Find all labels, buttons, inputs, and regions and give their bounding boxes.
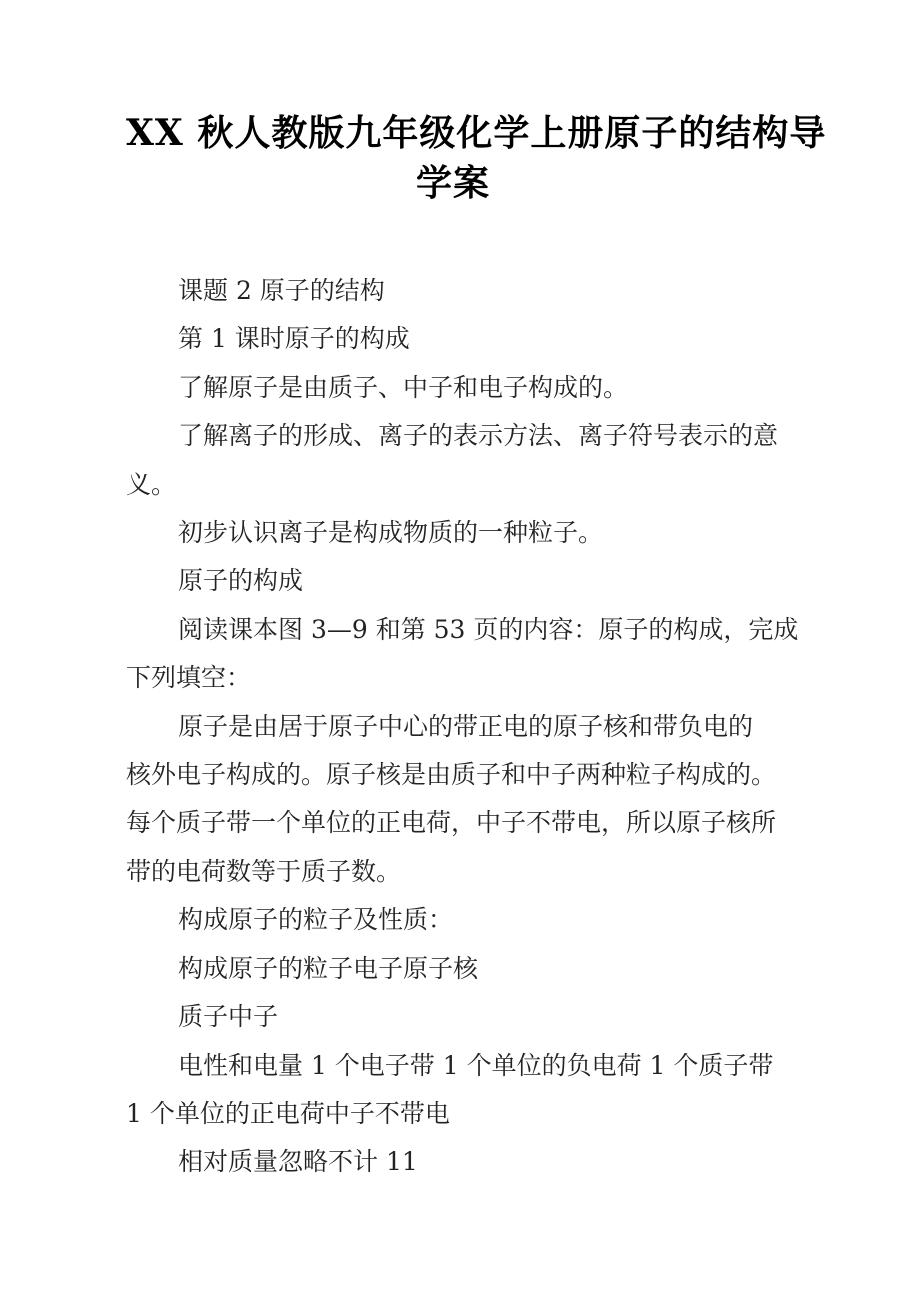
text-line: 电性和电量 1 个电子带 1 个单位的负电荷 1 个质子带 <box>178 1050 774 1080</box>
document-title-line-2: 学案 <box>415 162 490 204</box>
text-line: 下列填空： <box>126 663 252 693</box>
text-line: 原子是由居于原子中心的带正电的原子核和带负电的 <box>178 711 754 741</box>
text-line: 初步认识离子是构成物质的一种粒子。 <box>178 518 604 548</box>
text-line: 构成原子的粒子电子原子核 <box>178 953 479 983</box>
text-line: 阅读课本图 3—9 和第 53 页的内容：原子的构成，完成 <box>178 614 799 644</box>
text-line: 了解原子是由质子、中子和电子构成的。 <box>178 372 629 402</box>
text-line: 相对质量忽略不计 11 <box>178 1147 418 1177</box>
text-line: 第 1 课时原子的构成 <box>178 324 410 354</box>
text-line: 带的电荷数等于质子数。 <box>126 856 402 886</box>
text-line: 每个质子带一个单位的正电荷，中子不带电，所以原子核所 <box>126 808 777 838</box>
text-line: 课题 2 原子的结构 <box>178 276 385 305</box>
document-title <box>126 0 827 208</box>
text-line: 义。 <box>126 469 177 499</box>
text-line: 质子中子 <box>178 1002 279 1032</box>
document-body <box>126 267 799 1187</box>
document-title-line-1: XX 秋人教版九年级化学上册原子的结构导 <box>126 112 827 154</box>
text-line: 构成原子的粒子及性质： <box>178 905 454 935</box>
text-line: 了解离子的形成、离子的表示方法、离子符号表示的意 <box>178 421 779 451</box>
text-line: 核外电子构成的。原子核是由质子和中子两种粒子构成的。 <box>126 760 777 790</box>
text-line: 1 个单位的正电荷中子不带电 <box>126 1098 450 1128</box>
text-line: 原子的构成 <box>178 566 304 596</box>
